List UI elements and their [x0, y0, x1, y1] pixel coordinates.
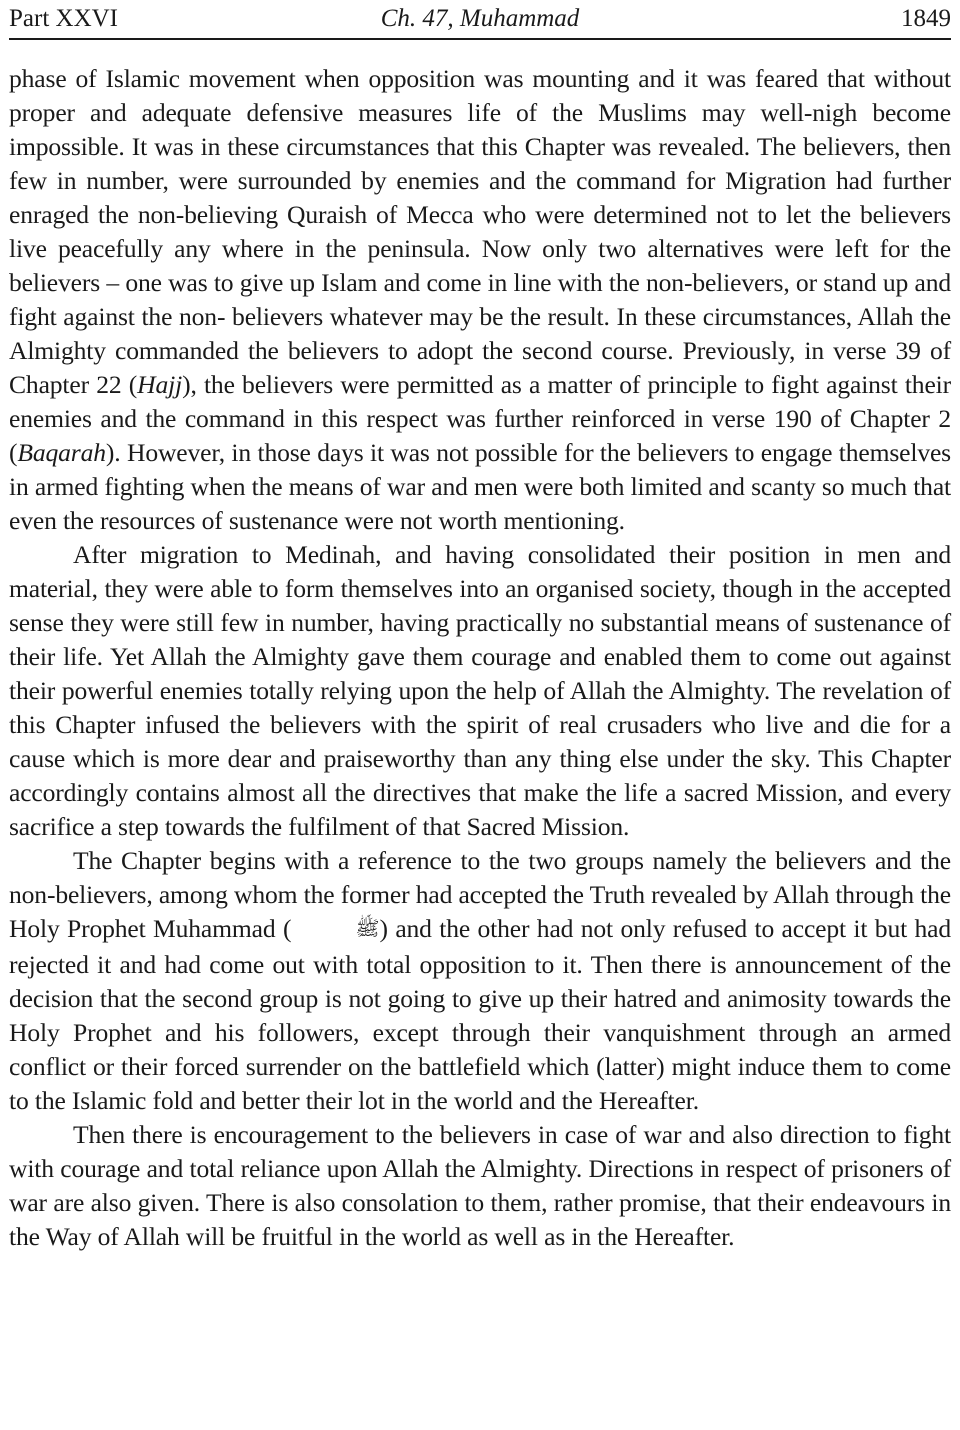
honorific-glyph: ﷺ: [355, 918, 380, 940]
paragraph-1-text-b: ), the believers were permitted as a matter of principle to fight against their enemies and the command in this respect was further reinforced in verse 190 of Chapter 2 (: [9, 370, 951, 467]
header-rule: [9, 38, 951, 40]
paragraph-1-text-c: ). However, in those days it was not possible for the believers to engage themselves in armed fighting when the means of war and men were both limited and scanty so much that even the resources of sustenance were not worth mentioning.: [9, 438, 951, 535]
part-label: Part XXVI: [9, 5, 119, 32]
surah-name-baqarah: Baqarah: [17, 438, 106, 467]
paragraph-4: Then there is encouragement to the believers in case of war and also direction to fight with courage and total reliance upon Allah the Almighty. Directions in respect of prisoners of war are also given. There is also consolation to them, rather promise, that their endeavours in the Way of Allah will be fruitful in the world as well as in the Hereafter.: [9, 1120, 951, 1251]
paragraph-1: [9, 62, 951, 538]
paragraph-3-text-b: ) and the other had not only refused to accept it but had rejected it and had come out with total opposition to it. Then there is announcement of the decision that the second group is not going to give up their hatred and animosity towards the Holy Prophet and his followers, except through their vanquishment through an armed conflict or their forced surrender on the battlefield which (latter) might induce them to come to the Islamic fold and better their lot in the world and the Hereafter.: [9, 914, 951, 1115]
page-number: 1849: [901, 5, 951, 32]
paragraph-1-text-a: phase of Islamic movement when opposition was mounting and it was feared that without proper and adequate defensive measures life of the Muslims may well-nigh become impossible. It was in these circumstances that this Chapter was revealed. The believers, then few in number, were surrounded by enemies and the command for Migration had further enraged the non-believing Quraish of Mecca who were determined not to let the believers live peacefully any where in the peninsula. Now only two alternatives were left for the believers – one was to give up Islam and come in line with the non-believers, or stand up and fight against the non- believers whatever may be the result. In these circumstances, Allah the Almighty commanded the believers to adopt the second course. Previously, in verse 39 of Chapter 22 (: [9, 64, 951, 399]
running-header: [9, 0, 951, 38]
book-page: [9, 0, 951, 1254]
paragraph-3: [9, 844, 951, 1118]
paragraph-3-text-a: The Chapter begins with a reference to the two groups namely the believers and the non-believers, among whom the former had accepted the Truth revealed by Allah through the Holy Prophet Muhammad (: [9, 846, 951, 943]
chapter-title: Ch. 47, Muhammad: [380, 5, 580, 32]
paragraph-2: After migration to Medinah, and having consolidated their position in men and material, they were able to form themselves into an organised society, though in the accepted sense they were still few in number, having practically no substantial means of sustenance of their life. Yet Allah the Almighty gave them courage and enabled them to come out against their powerful enemies totally relying upon the help of Allah the Almighty. The revelation of this Chapter infused the believers with the spirit of real crusaders who live and die for a cause which is more dear and praiseworthy than any thing else under the sky. This Chapter accordingly contains almost all the directives that make the life a sacred Mission, and every sacrifice a step towards the fulfilment of that Sacred Mission.: [9, 540, 951, 841]
surah-name-hajj: Hajj: [137, 370, 183, 399]
body-text: [9, 62, 951, 1254]
